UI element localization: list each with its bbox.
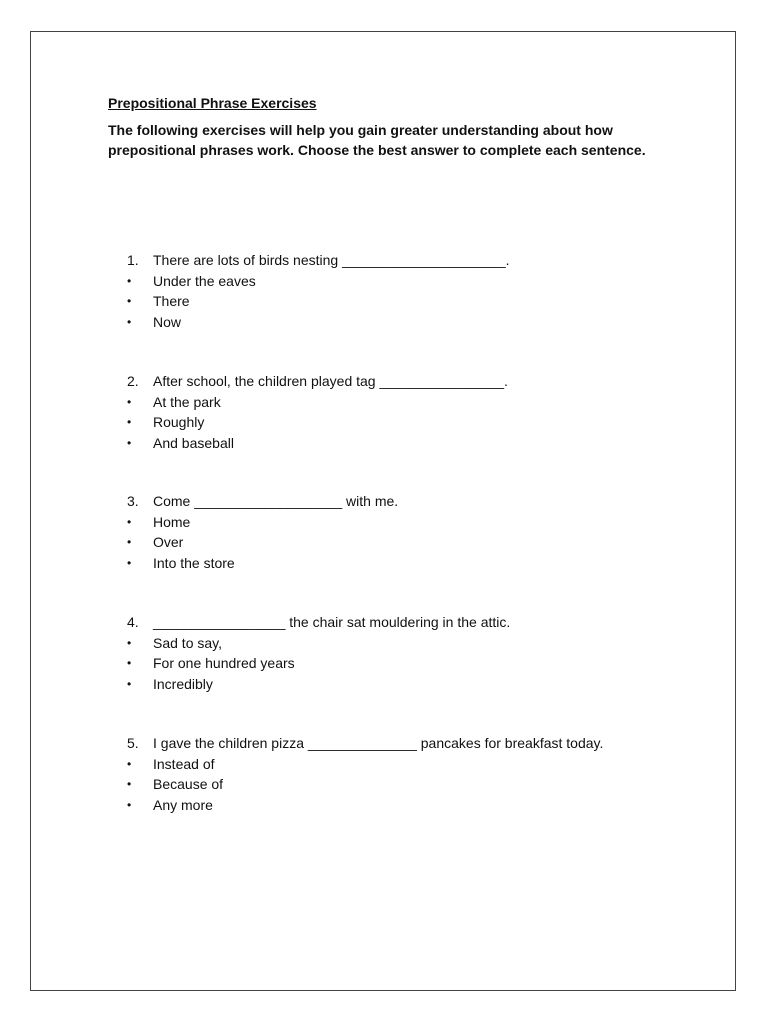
question-text: There are lots of birds nesting _____________________. [153,252,510,268]
choice-item [127,392,687,413]
choice-item [127,674,687,695]
choice-text: There [153,293,190,309]
bullet-icon: • [127,435,132,450]
choice-item [127,633,687,654]
choice-text: Because of [153,776,224,792]
bullet-icon: • [127,656,132,670]
choice-text: Roughly [153,414,205,430]
question-5 [127,733,687,815]
question-number: 1. [127,252,139,268]
choice-item [127,433,687,454]
bullet-icon: • [127,676,132,691]
choice-item [127,312,687,333]
choice-text: Into the store [153,554,235,571]
question-number: 5. [127,735,139,751]
choice-item [127,532,687,553]
question-text: _________________ the chair sat mouldering in the attic. [153,614,511,630]
choice-text: Sad to say, [153,634,223,651]
page-title: Prepositional Phrase Exercises [108,95,317,111]
bullet-icon: • [127,294,132,308]
choice-text: Now [153,313,182,330]
bullet-icon: • [127,797,132,812]
question-number: 2. [127,373,139,389]
choice-item [127,553,687,574]
choice-text: Any more [153,796,213,813]
choice-item [127,291,687,312]
bullet-icon: • [127,514,132,529]
document-page [30,31,736,991]
question-text: After school, the children played tag ________________. [153,373,508,389]
question-number: 4. [127,614,139,630]
choice-list [127,392,687,454]
bullet-icon: • [127,756,132,771]
question-text: I gave the children pizza ______________ pancakes for breakfast today. [153,735,604,751]
bullet-icon: • [127,314,132,329]
question-text: Come ___________________ with me. [153,493,399,509]
question-3 [127,491,687,573]
bullet-icon: • [127,415,132,429]
bullet-icon: • [127,777,132,791]
intro-paragraph: The following exercises will help you gain greater understanding about how prepositional phrases work. Choose the best answer to complete each sentence. [108,122,646,158]
choice-list [127,754,687,816]
bullet-icon: • [127,394,132,409]
choice-text: For one hundred years [153,655,295,671]
question-2 [127,371,687,453]
choice-text: Incredibly [153,675,213,692]
bullet-icon: • [127,555,132,570]
choice-item [127,754,687,775]
page-content [108,94,698,813]
question-4 [127,612,687,694]
bullet-icon: • [127,273,132,288]
question-1 [127,250,687,332]
choice-item [127,512,687,533]
choice-item [127,653,687,674]
choice-item [127,271,687,292]
choice-item [127,795,687,816]
choice-text: And baseball [153,434,234,451]
choice-text: Under the eaves [153,272,256,289]
choice-item [127,774,687,795]
choice-text: Home [153,513,191,530]
choice-list [127,512,687,574]
choice-text: Over [153,534,184,550]
choice-item [127,412,687,433]
choice-list [127,633,687,695]
choice-text: At the park [153,393,221,410]
choice-list [127,271,687,333]
choice-text: Instead of [153,755,215,772]
bullet-icon: • [127,535,132,549]
bullet-icon: • [127,635,132,650]
question-number: 3. [127,493,139,509]
